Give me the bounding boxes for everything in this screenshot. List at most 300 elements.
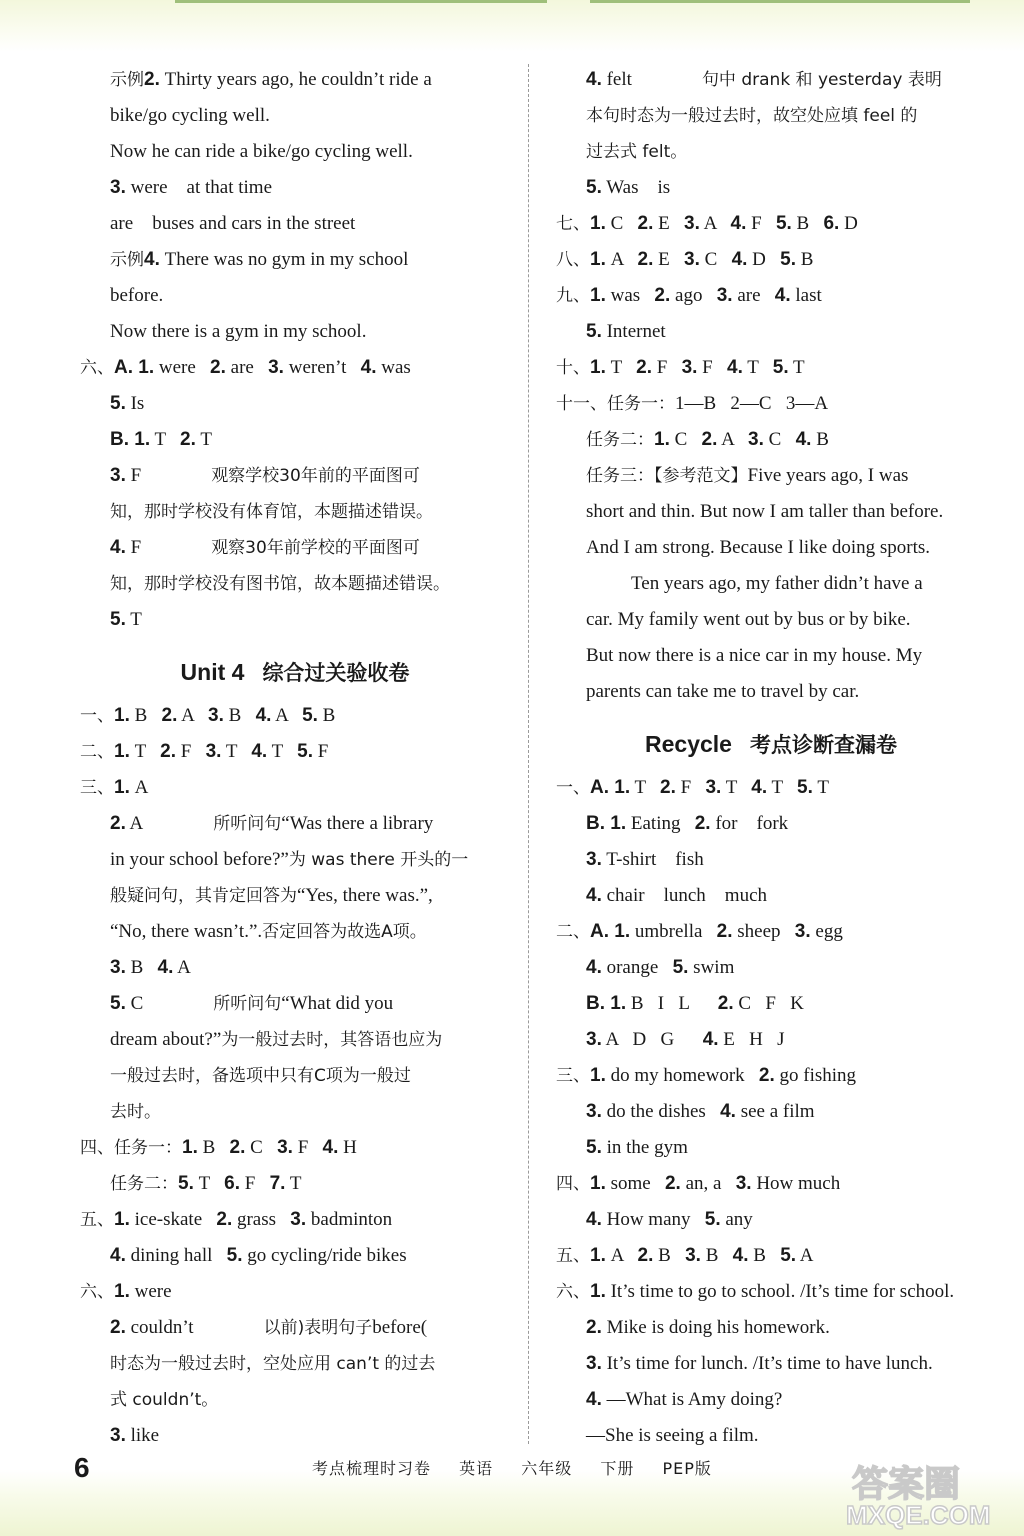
item-number: 1. bbox=[590, 1065, 606, 1086]
answer-text: F bbox=[312, 741, 329, 762]
item-number: 3. bbox=[110, 957, 126, 978]
answer-line bbox=[556, 1022, 986, 1058]
item-number: 3. bbox=[716, 285, 733, 306]
answer-text: Ten years ago, my father didn’t have a bbox=[631, 573, 923, 594]
watermark-text: MXQE.COM bbox=[846, 1500, 991, 1530]
question-section-marker: 五、 bbox=[556, 1246, 590, 1266]
answer-line bbox=[556, 638, 986, 674]
answer-line bbox=[556, 98, 986, 134]
answer-line bbox=[556, 1094, 986, 1130]
answer-text: B bbox=[129, 705, 162, 726]
answer-text: like bbox=[125, 1425, 160, 1446]
answer-text: couldn’t bbox=[125, 1317, 194, 1338]
answer-line bbox=[556, 1238, 986, 1274]
page-number: 6 bbox=[74, 1452, 90, 1483]
answer-text: was bbox=[376, 357, 411, 378]
answer-line bbox=[80, 206, 510, 242]
answer-line bbox=[80, 770, 510, 806]
answer-text: B bbox=[653, 1245, 686, 1266]
answer-text: T bbox=[195, 429, 212, 450]
answer-line bbox=[556, 806, 986, 842]
answer-text: short and thin. But now I am taller than before. bbox=[586, 501, 944, 522]
answer-text: ago bbox=[670, 285, 717, 306]
answer-line bbox=[80, 422, 510, 458]
item-number: 2. bbox=[144, 69, 160, 90]
answer-line bbox=[80, 98, 510, 134]
answer-text: —What is Amy doing? bbox=[601, 1389, 783, 1410]
answer-text: for fork bbox=[710, 813, 789, 834]
item-number: 2. bbox=[637, 213, 654, 234]
answer-line bbox=[556, 422, 986, 458]
answer-line bbox=[80, 1346, 510, 1382]
answer-text: F bbox=[651, 357, 682, 378]
item-number: 5. bbox=[586, 321, 602, 342]
item-number: 4. bbox=[360, 357, 377, 378]
answer-line bbox=[556, 674, 986, 710]
item-number: 2. bbox=[210, 357, 226, 378]
item-number: 5. bbox=[110, 993, 126, 1014]
question-section-marker: 二、 bbox=[556, 922, 590, 942]
answer-line bbox=[80, 1310, 510, 1346]
item-number: 1. bbox=[114, 1281, 130, 1302]
item-number: 4. bbox=[586, 1389, 602, 1410]
answer-text: E bbox=[653, 249, 685, 270]
answer-text: How many bbox=[601, 1209, 705, 1230]
top-rule-right bbox=[590, 0, 970, 3]
explanation-text: 为 was there 开头的一 bbox=[288, 850, 469, 870]
footer-edition: PEP版 bbox=[662, 1459, 712, 1478]
answer-line bbox=[80, 1274, 510, 1310]
answer-text: weren’t bbox=[283, 357, 361, 378]
top-decorative-band bbox=[0, 0, 1024, 52]
item-number: 1. bbox=[114, 1209, 130, 1230]
answer-text: B I L bbox=[626, 993, 718, 1014]
answer-line bbox=[556, 1274, 986, 1310]
answer-text: B bbox=[811, 429, 829, 450]
answer-line bbox=[556, 530, 986, 566]
question-section-marker: 六、 bbox=[80, 358, 114, 378]
answer-text: Eating bbox=[626, 813, 695, 834]
item-number: 4. bbox=[720, 1101, 736, 1122]
item-number: 4. bbox=[730, 213, 747, 234]
answer-line bbox=[80, 242, 510, 278]
answer-line bbox=[80, 842, 510, 878]
item-number: 3. bbox=[277, 1137, 293, 1158]
answer-text: T bbox=[129, 741, 161, 762]
explanation-text: 去时。 bbox=[110, 1102, 161, 1122]
section-title-en: Recycle bbox=[645, 731, 732, 757]
item-number: 2. bbox=[694, 813, 711, 834]
item-number: 5. bbox=[704, 1209, 721, 1230]
item-number: 2. bbox=[110, 813, 126, 834]
item-number: 5. bbox=[586, 177, 602, 198]
item-number: 3. bbox=[205, 741, 222, 762]
answer-text: C bbox=[605, 213, 638, 234]
answer-text: do the dishes bbox=[601, 1101, 721, 1122]
answer-text: T bbox=[605, 357, 637, 378]
item-number: 2. bbox=[654, 285, 671, 306]
answer-line bbox=[556, 494, 986, 530]
item-number: 4. bbox=[586, 69, 602, 90]
answer-text: How much bbox=[751, 1173, 841, 1194]
answer-text: B bbox=[223, 705, 256, 726]
explanation-text: 示例 bbox=[110, 70, 144, 90]
footer-book-title: 考点梳理时习卷 bbox=[312, 1459, 432, 1478]
answer-text: Thirty years ago, he couldn’t ride a bbox=[159, 69, 432, 90]
item-number: 4. bbox=[144, 249, 160, 270]
answer-text: do my homework bbox=[605, 1065, 759, 1086]
answer-text: T-shirt fish bbox=[601, 849, 704, 870]
answer-line bbox=[80, 734, 510, 770]
answer-text: an, a bbox=[680, 1173, 736, 1194]
answer-text: egg bbox=[810, 921, 843, 942]
item-number: B. 1. bbox=[586, 813, 627, 834]
answer-text: B bbox=[197, 1137, 230, 1158]
answer-text: badminton bbox=[306, 1209, 393, 1230]
question-section-marker: 五、 bbox=[80, 1210, 114, 1230]
answer-text: in the gym bbox=[601, 1137, 688, 1158]
item-number: 4. bbox=[727, 357, 743, 378]
item-number: 5. bbox=[110, 609, 126, 630]
answer-line bbox=[80, 602, 510, 638]
answer-line bbox=[556, 602, 986, 638]
answer-text: But now there is a nice car in my house. My bbox=[586, 645, 923, 666]
answer-line bbox=[80, 1382, 510, 1418]
item-number: 1. bbox=[654, 429, 670, 450]
item-number: 3. bbox=[684, 249, 700, 270]
item-number: 2. bbox=[637, 249, 654, 270]
answer-line bbox=[556, 62, 986, 98]
answer-text: A bbox=[605, 249, 638, 270]
answer-text: B bbox=[796, 249, 814, 270]
answer-text: go cycling/ride bikes bbox=[242, 1245, 407, 1266]
answer-line bbox=[556, 842, 986, 878]
answer-text: are buses and cars in the street bbox=[110, 213, 356, 234]
section-title-zh: 综合过关验收卷 bbox=[262, 661, 410, 685]
answer-text: “Was there a library bbox=[281, 813, 434, 834]
answer-text: H bbox=[338, 1137, 357, 1158]
answer-text: bike/go cycling well. bbox=[110, 105, 270, 126]
answer-text: B bbox=[125, 957, 158, 978]
answer-text: Internet bbox=[601, 321, 666, 342]
item-number: 3. bbox=[735, 1173, 752, 1194]
item-number: 5. bbox=[797, 777, 813, 798]
answer-line bbox=[80, 698, 510, 734]
explanation-text: 句中 drank 和 yesterday 表明 bbox=[701, 70, 942, 90]
explanation-text: 任务二： bbox=[110, 1174, 178, 1194]
answer-text: Is bbox=[125, 393, 145, 414]
explanation-text: 任务一： bbox=[607, 394, 675, 414]
answer-text: B bbox=[317, 705, 336, 726]
answer-line bbox=[556, 986, 986, 1022]
answer-line bbox=[80, 314, 510, 350]
item-number: 1. bbox=[590, 249, 606, 270]
item-number: 1. bbox=[590, 1281, 606, 1302]
question-section-marker: 四、 bbox=[556, 1174, 590, 1194]
explanation-text: 任务一： bbox=[114, 1138, 182, 1158]
item-number: 2. bbox=[180, 429, 196, 450]
item-number: 3. bbox=[748, 429, 764, 450]
answer-text: C bbox=[699, 249, 732, 270]
answer-text: F bbox=[175, 741, 206, 762]
answer-line bbox=[556, 1418, 986, 1454]
answer-text: car. My family went out by bus or by bike. bbox=[586, 609, 911, 630]
answer-text: T bbox=[812, 777, 829, 798]
item-number: 6. bbox=[823, 213, 840, 234]
answer-line bbox=[556, 206, 986, 242]
answer-line bbox=[556, 242, 986, 278]
answer-text: sheep bbox=[732, 921, 795, 942]
answer-line bbox=[80, 914, 510, 950]
item-number: 3. bbox=[110, 1425, 126, 1446]
footer-subject: 英语 bbox=[459, 1459, 494, 1478]
answer-text: C bbox=[125, 993, 144, 1014]
item-number: 4. bbox=[732, 1245, 749, 1266]
watermark-logo bbox=[838, 1452, 1008, 1532]
item-number: 3. bbox=[586, 849, 602, 870]
answer-text: parents can take me to travel by car. bbox=[586, 681, 860, 702]
item-number: 4. bbox=[322, 1137, 339, 1158]
watermark-logo-chars: 答案圈 bbox=[852, 1464, 961, 1505]
answer-text: T bbox=[150, 429, 181, 450]
answer-text: C F K bbox=[733, 993, 804, 1014]
answer-line bbox=[556, 386, 986, 422]
explanation-text: 知，那时学校没有体育馆，本题描述错误。 bbox=[110, 502, 433, 522]
footer-grade: 六年级 bbox=[521, 1459, 573, 1478]
explanation-text: 所听问句 bbox=[213, 994, 282, 1014]
section-title-en: Unit 4 bbox=[180, 659, 245, 685]
answer-line bbox=[556, 566, 986, 602]
question-section-marker: 六、 bbox=[556, 1282, 590, 1302]
explanation-text: 过去式 felt。 bbox=[586, 142, 688, 162]
explanation-text: 任务三：【参考范文】 bbox=[586, 466, 748, 486]
answer-text: Mike is doing his homework. bbox=[601, 1317, 830, 1338]
item-number: 5. bbox=[297, 741, 313, 762]
item-number: 4. bbox=[586, 1209, 602, 1230]
question-section-marker: 十、 bbox=[556, 358, 590, 378]
answer-text: see a film bbox=[735, 1101, 815, 1122]
answer-line bbox=[80, 1094, 510, 1130]
question-section-marker: 十一、 bbox=[556, 394, 607, 414]
answer-line bbox=[80, 1166, 510, 1202]
item-number: 2. bbox=[716, 921, 733, 942]
answer-line bbox=[556, 278, 986, 314]
answer-line bbox=[80, 1202, 510, 1238]
item-number: 2. bbox=[664, 1173, 681, 1194]
answer-text: —She is seeing a film. bbox=[586, 1425, 759, 1446]
answer-text: F bbox=[746, 213, 776, 234]
answer-text: T bbox=[125, 609, 142, 630]
item-number: 3. bbox=[586, 1029, 602, 1050]
item-number: 3. bbox=[208, 705, 224, 726]
answer-line bbox=[556, 1346, 986, 1382]
answer-text: B bbox=[791, 213, 824, 234]
answer-line bbox=[556, 134, 986, 170]
answer-line bbox=[556, 878, 986, 914]
answer-line bbox=[80, 1022, 510, 1058]
item-number: 4. bbox=[157, 957, 174, 978]
item-number: 2. bbox=[637, 1245, 654, 1266]
answer-text: T bbox=[767, 777, 798, 798]
answer-text: are bbox=[732, 285, 775, 306]
answer-line bbox=[80, 1418, 510, 1454]
answer-text: T bbox=[721, 777, 752, 798]
explanation-text: 式 couldn’t。 bbox=[110, 1390, 219, 1410]
item-number: 3. bbox=[685, 1245, 701, 1266]
explanation-text: 所听问句 bbox=[213, 814, 282, 834]
item-number: 2. bbox=[636, 357, 652, 378]
answer-text: T bbox=[193, 1173, 225, 1194]
answer-text: It’s time for lunch. /It’s time to have lunch. bbox=[601, 1353, 933, 1374]
question-section-marker: 三、 bbox=[80, 778, 114, 798]
answer-text: F bbox=[239, 1173, 270, 1194]
answer-text: T bbox=[285, 1173, 302, 1194]
answer-text: go fishing bbox=[774, 1065, 857, 1086]
explanation-text: 本句时态为一般过去时，故空处应填 feel 的 bbox=[586, 106, 918, 126]
item-number: 6. bbox=[224, 1173, 240, 1194]
answer-line bbox=[80, 494, 510, 530]
answer-text: T bbox=[267, 741, 298, 762]
section-title-zh: 考点诊断查漏卷 bbox=[749, 733, 897, 757]
item-number: 2. bbox=[717, 993, 734, 1014]
answer-text: B bbox=[700, 1245, 733, 1266]
question-section-marker: 八、 bbox=[556, 250, 590, 270]
item-number: 4. bbox=[751, 777, 768, 798]
question-section-marker: 二、 bbox=[80, 742, 114, 762]
item-number: 1. bbox=[590, 213, 606, 234]
answer-text: any bbox=[720, 1209, 753, 1230]
item-number: 1. bbox=[114, 777, 130, 798]
answer-text: in your school before?” bbox=[110, 849, 289, 870]
answer-text: were bbox=[154, 357, 211, 378]
item-number: 5. bbox=[226, 1245, 243, 1266]
item-number: 3. bbox=[705, 777, 722, 798]
answer-line bbox=[80, 458, 510, 494]
answer-text: A bbox=[271, 705, 303, 726]
item-number: 3. bbox=[586, 1353, 602, 1374]
item-number: 1. bbox=[590, 357, 606, 378]
answer-line bbox=[80, 350, 510, 386]
item-number: 1. bbox=[590, 1245, 606, 1266]
answer-text: A D G bbox=[601, 1029, 703, 1050]
answer-line bbox=[80, 806, 510, 842]
answer-text: A bbox=[125, 813, 144, 834]
item-number: B. 1. bbox=[586, 993, 627, 1014]
item-number: A. 1. bbox=[590, 921, 631, 942]
item-number: 1. bbox=[114, 705, 130, 726]
right-column bbox=[556, 62, 986, 1454]
answer-text: umbrella bbox=[630, 921, 717, 942]
answer-line bbox=[556, 1130, 986, 1166]
explanation-text: 观察学校30年前的平面图可 bbox=[211, 466, 420, 486]
answer-line bbox=[556, 170, 986, 206]
item-number: 2. bbox=[586, 1317, 602, 1338]
answer-text: 1—B 2—C 3—A bbox=[675, 393, 829, 414]
answer-text: T bbox=[630, 777, 661, 798]
item-number: 4. bbox=[255, 705, 272, 726]
item-number: 4. bbox=[702, 1029, 719, 1050]
answer-line bbox=[556, 914, 986, 950]
answer-text: were at that time bbox=[125, 177, 272, 198]
answer-text: A bbox=[177, 705, 209, 726]
column-divider bbox=[528, 64, 529, 1444]
item-number: 2. bbox=[161, 705, 178, 726]
answer-text: C bbox=[245, 1137, 278, 1158]
answer-line bbox=[556, 1166, 986, 1202]
answer-text: orange bbox=[601, 957, 673, 978]
item-number: 4. bbox=[731, 249, 748, 270]
explanation-text: 知，那时学校没有图书馆，故本题描述错误。 bbox=[110, 574, 450, 594]
answer-text: It’s time to go to school. /It’s time for school. bbox=[605, 1281, 955, 1302]
answer-text: There was no gym in my school bbox=[159, 249, 409, 270]
answer-line bbox=[80, 1130, 510, 1166]
answer-line bbox=[80, 1238, 510, 1274]
answer-text: Now he can ride a bike/go cycling well. bbox=[110, 141, 413, 162]
answer-line bbox=[80, 278, 510, 314]
explanation-text: 示例 bbox=[110, 250, 144, 270]
item-number: 4. bbox=[110, 537, 126, 558]
answer-text: Now there is a gym in my school. bbox=[110, 321, 367, 342]
item-number: 3. bbox=[268, 357, 284, 378]
answer-line bbox=[556, 1310, 986, 1346]
item-number: 5. bbox=[772, 357, 789, 378]
question-section-marker: 三、 bbox=[556, 1066, 590, 1086]
answer-line bbox=[80, 134, 510, 170]
answer-text: chair lunch much bbox=[601, 885, 768, 906]
item-number: 3. bbox=[681, 357, 698, 378]
item-number: 3. bbox=[110, 465, 126, 486]
answer-line bbox=[80, 62, 510, 98]
answer-text: F bbox=[675, 777, 706, 798]
answer-text: F bbox=[292, 1137, 323, 1158]
top-rule-left bbox=[175, 0, 547, 3]
explanation-text: 观察30年前学校的平面图可 bbox=[211, 538, 420, 558]
answer-text: And I am strong. Because I like doing sports. bbox=[586, 537, 931, 558]
item-number: 5. bbox=[302, 705, 318, 726]
item-number: 4. bbox=[251, 741, 268, 762]
answer-line bbox=[556, 950, 986, 986]
item-number: 3. bbox=[586, 1101, 602, 1122]
answer-text: “No, there wasn’t.”. bbox=[110, 921, 263, 942]
answer-text: A bbox=[129, 777, 149, 798]
answer-line bbox=[556, 1202, 986, 1238]
answer-text: F bbox=[125, 465, 142, 486]
question-section-marker: 一、 bbox=[556, 778, 590, 798]
answer-line bbox=[556, 458, 986, 494]
item-number: 3. bbox=[110, 177, 126, 198]
answer-line bbox=[556, 314, 986, 350]
answer-line bbox=[80, 1058, 510, 1094]
answer-line bbox=[80, 950, 510, 986]
answer-text: Five years ago, I was bbox=[747, 465, 909, 486]
section-title bbox=[556, 724, 986, 764]
section-title bbox=[80, 652, 510, 692]
item-number: 2. bbox=[160, 741, 176, 762]
item-number: 5. bbox=[780, 1245, 797, 1266]
item-number: 3. bbox=[794, 921, 811, 942]
question-section-marker: 七、 bbox=[556, 214, 590, 234]
answer-text: were bbox=[129, 1281, 172, 1302]
item-number: 1. bbox=[590, 285, 606, 306]
answer-text: T bbox=[742, 357, 773, 378]
item-number: 2. bbox=[701, 429, 718, 450]
item-number: 2. bbox=[660, 777, 676, 798]
answer-text: was bbox=[605, 285, 655, 306]
answer-text: last bbox=[790, 285, 822, 306]
item-number: 5. bbox=[178, 1173, 194, 1194]
answer-line bbox=[80, 386, 510, 422]
item-number: 1. bbox=[590, 1173, 606, 1194]
